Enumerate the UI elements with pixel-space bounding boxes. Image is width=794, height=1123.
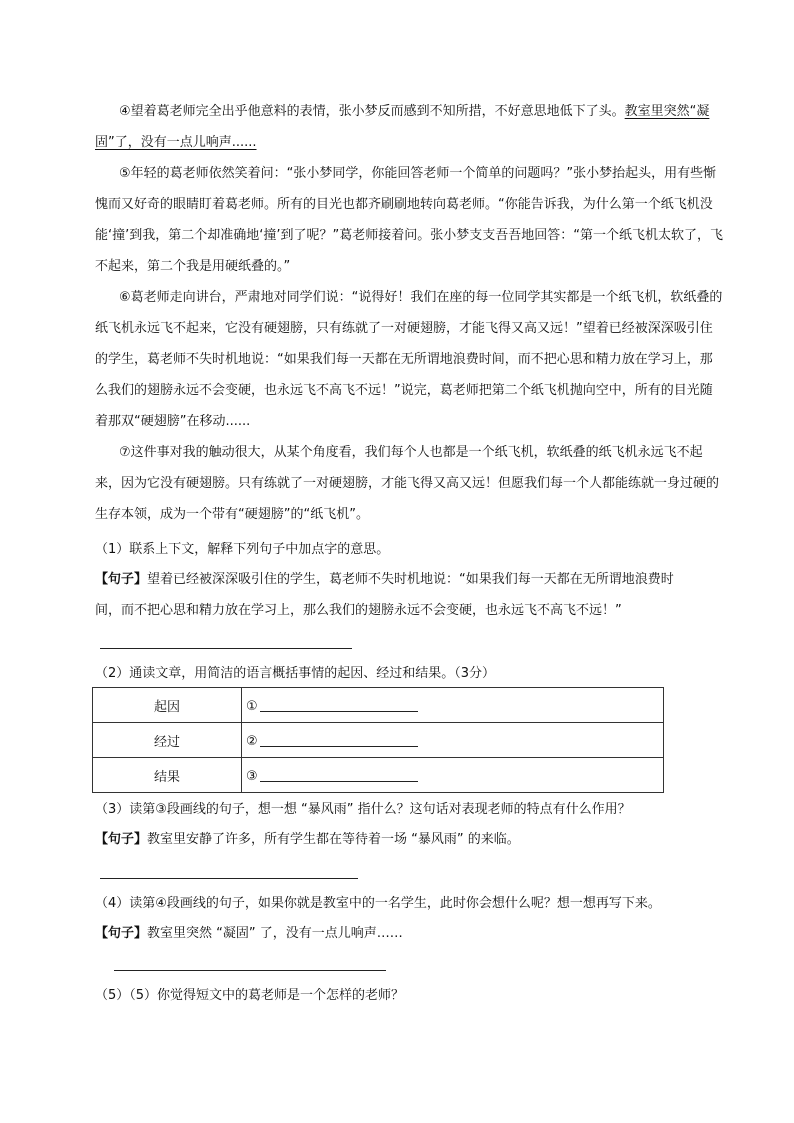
question-5-prompt: （5）（5）你觉得短文中的葛老师是一个怎样的老师？ [95,988,405,1003]
table-row [93,688,664,723]
sentence-tag: 【句子】 [95,832,148,847]
sentence-tag: 【句子】 [95,572,148,587]
question-2-prompt: （2）通读文章，用简洁的语言概括事情的起因、经过和结果。（3分） [95,666,496,681]
passage-paragraph-6 [95,282,723,437]
result-answer-blank[interactable] [260,767,418,782]
answer-cell-cause[interactable] [242,688,664,723]
passage-paragraph-4 [95,96,723,158]
question-4-sentence [95,924,723,944]
question-3-sentence-text: 教室里安静了许多，所有学生都在等待着一场 “暴风雨” 的来临。 [147,832,520,847]
passage-paragraph-7 [95,437,723,530]
cause-answer-blank[interactable] [260,697,418,712]
row-label-result: 结果 [93,758,242,793]
question-1-answer-line[interactable] [100,647,352,649]
sentence-tag: 【句子】 [95,926,148,941]
row-marker: ① [246,698,258,714]
table-row [93,723,664,758]
summary-table [92,687,664,793]
question-1-sentence-line-1 [95,570,723,590]
question-4-prompt: （4）读第④段画线的句子，如果你就是教室中的一名学生，此时你会想什么呢？想一想再写下来。 [95,896,661,911]
question-1-prompt: （1）联系上下文，解释下列句子中加点字的意思。 [95,542,390,557]
row-marker: ② [246,733,258,749]
answer-cell-process[interactable] [242,723,664,758]
question-1-sentence-line-2: 间，而不把心思和精力放在学习上，那么我们的翅膀永远不会变硬，也永远飞不高飞不远！” [95,603,622,618]
question-1-sentence-text-1: 望着已经被深深吸引住的学生，葛老师不失时机地说：“如果我们每一天都在无所谓地浪费时 [147,572,674,587]
answer-cell-result[interactable] [242,758,664,793]
row-label-process: 经过 [93,723,242,758]
row-marker: ③ [246,768,258,784]
question-3-answer-line[interactable] [100,877,358,879]
question-4-sentence-text: 教室里突然 “凝固” 了，没有一点儿响声…… [147,926,403,941]
row-label-cause: 起因 [93,688,242,723]
question-4-answer-line[interactable] [114,969,386,971]
table-row [93,758,664,793]
paragraph-6-text: ⑥葛老师走向讲台，严肃地对同学们说：“说得好！我们在座的每一位同学其实都是一个纸飞机，软纸叠的纸飞机永远飞不起来，它没有硬翅膀，只有练就了一对硬翅膀，才能飞得又高又远！”望着已经被深深吸引住的学生，葛老师不失时机地说：“如果我们每一天都在无所谓地浪费时间，而不把心思和精力放在学习上，那么我们的翅膀永远不会变硬，也永远飞不高飞不远！”说完，葛老师把第二个纸飞机抛向空中，所有的目光随着那双“硬翅膀”在移动...... [95,290,723,429]
paragraph-7-text: ⑦这件事对我的触动很大，从某个角度看，我们每个人也都是一个纸飞机，软纸叠的纸飞机永远飞不起来，因为它没有硬翅膀。只有练就了一对硬翅膀，才能飞得又高又远！但愿我们每一个人都能练就一身过硬的生存本领，成为一个带有“硬翅膀”的“纸飞机”。 [95,445,720,522]
paragraph-5-text: ⑤年轻的葛老师依然笑着问：“张小梦同学，你能回答老师一个简单的问题吗？”张小梦抬起头，用有些惭愧而又好奇的眼睛盯着葛老师。所有的目光也都齐刷刷地转向葛老师。“你能告诉我，为什么第一个纸飞机没能‘撞’到我，第二个却准确地‘撞’到了呢？”葛老师接着问。张小梦支支吾吾地回答：“第一个纸飞机太软了，飞不起来，第二个我是用硬纸叠的。” [95,166,723,274]
process-answer-blank[interactable] [260,732,418,747]
question-3-prompt: （3）读第③段画线的句子，想一想 “暴风雨” 指什么？这句话对表现老师的特点有什么作用？ [95,802,631,817]
passage-paragraph-5 [95,158,723,282]
paragraph-4-text: ④望着葛老师完全出乎他意料的表情，张小梦反而感到不知所措，不好意思地低下了头。 [119,104,625,119]
question-3-sentence [95,830,723,850]
paragraph-4-underlined-sentence: 教室里突然“凝固”了，没有一点儿响声...... [95,104,710,150]
